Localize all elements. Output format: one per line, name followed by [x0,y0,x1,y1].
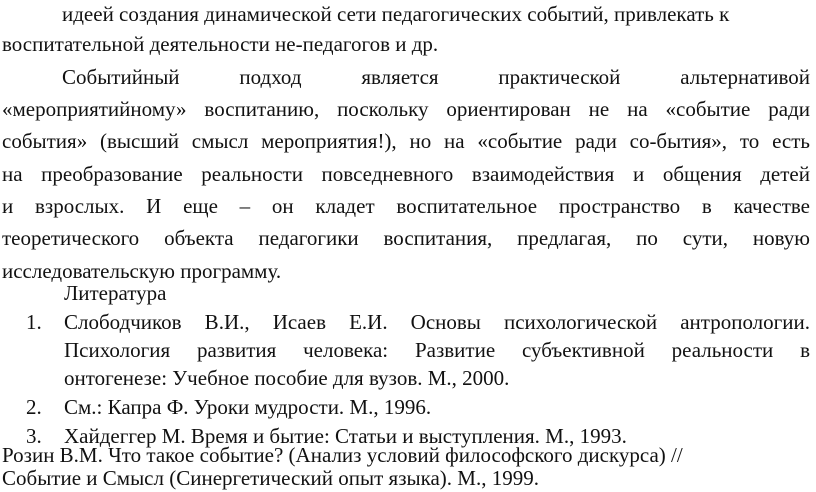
paragraph-2-line-4: на преобразование реальности повседневного взаимодействия и общения детей [2,162,810,186]
paragraph-1-line-2: воспитательной деятельности не-педагогов и др. [2,32,439,56]
paragraph-2-line-2: «мероприятийному» воспитанию, поскольку ориентирован не на «событие ради [2,97,810,121]
paragraph-2-line-6: теоретического объекта педагогики воспитания, предлагая, по сути, новую [2,226,810,250]
paragraph-2-line-5: и взрослых. И еще – он кладет воспитательное пространство в качестве [2,194,810,218]
list-item-1-line-1: Слободчиков В.И., Исаев Е.И. Основы психологической антропологии. [64,310,810,334]
literature-heading: Литература [64,281,167,305]
paragraph-2-line-1: Событийный подход является практической альтернативой [62,65,810,89]
paragraph-1-line-1: идеей создания динамической сети педагогических событий, привлекать к [62,2,730,26]
paragraph-2-line-7: исследовательскую программу. [2,259,282,283]
list-item-3-line-1: Хайдеггер М. Время и бытие: Статьи и выступления. М., 1993. [64,424,627,448]
extra-reference-line-1: Розин В.М. Что такое событие? (Анализ условий философского дискурса) // [2,443,683,467]
list-item-1-line-3: онтогенезе: Учебное пособие для вузов. М., 2000. [64,366,510,390]
list-item-1-line-2: Психология развития человека: Развитие субъективной реальности в [64,338,810,362]
list-item-number: 1. [26,310,42,334]
list-item-number: 2. [26,395,42,419]
extra-reference-line-2: Событие и Смысл (Синергетический опыт языка). М., 1999. [2,466,539,490]
list-item-number: 3. [26,424,42,448]
paragraph-2-line-3: события» (высший смысл мероприятия!), но на «событие ради со-бытия», то есть [2,129,810,153]
list-item-2-line-1: См.: Капра Ф. Уроки мудрости. М., 1996. [64,395,432,419]
